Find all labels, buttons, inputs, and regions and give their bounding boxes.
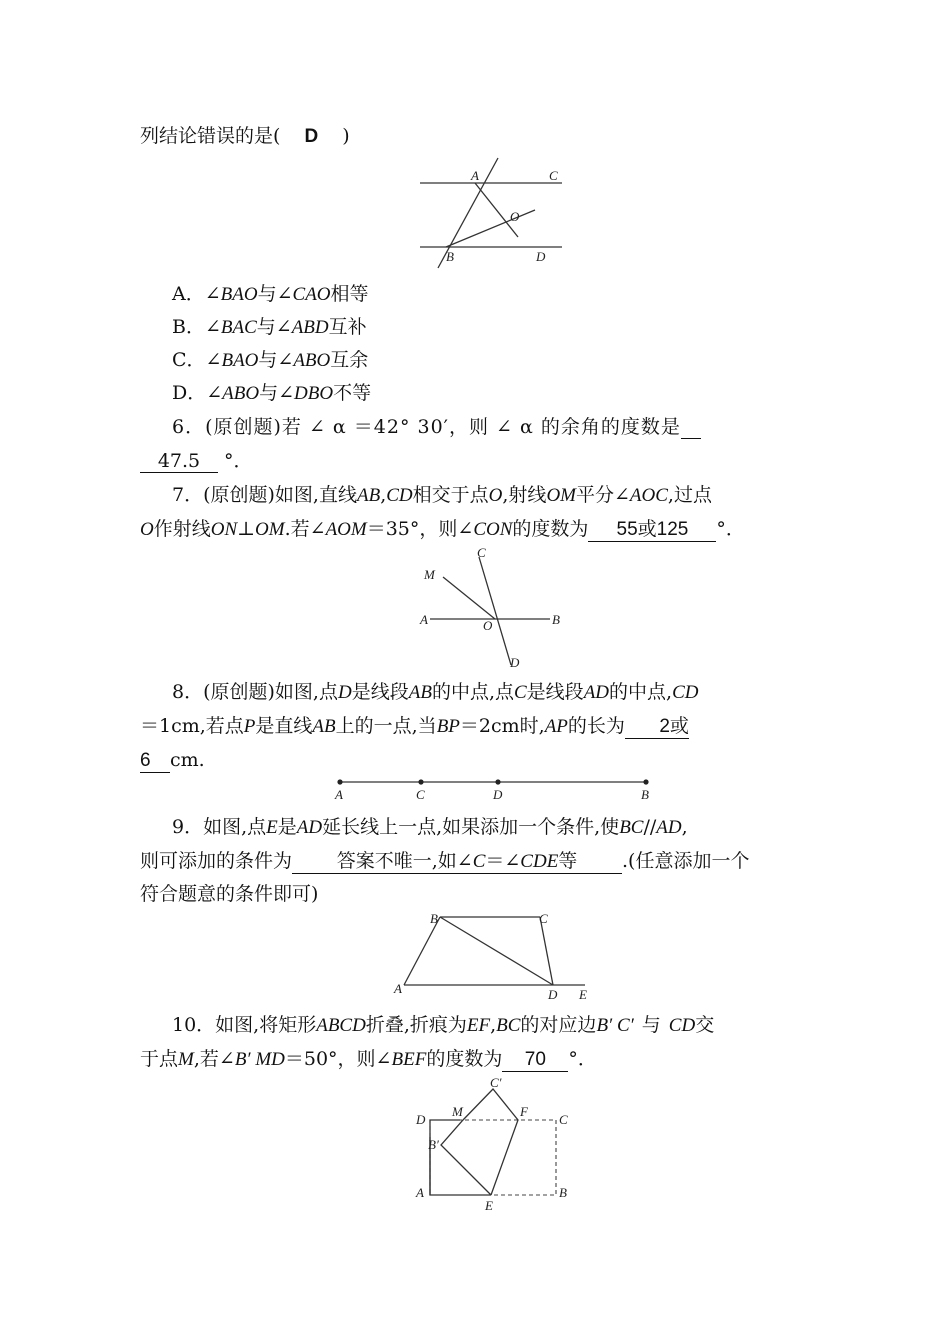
q9-label-D: D: [548, 987, 558, 1002]
q9-label-E: E: [579, 987, 587, 1002]
q8-figure: [330, 772, 660, 804]
q6-line2: 47.5 °．: [140, 449, 253, 473]
q10-label-B1: B′: [428, 1137, 439, 1152]
q8-label-C: C: [416, 787, 425, 802]
q7-line2: O作射线ON⊥OM.若∠AOM＝35°，则∠CON的度数为 55或125 °．: [140, 518, 745, 540]
q10-label-E: E: [485, 1198, 493, 1213]
q5-option-d: D．∠ABO与∠DBO不等: [172, 382, 372, 404]
q8-answer-1: 2或: [625, 716, 689, 739]
q9-line1: 9．如图,点E是AD延长线上一点,如果添加一个条件,使BC//AD,: [172, 816, 688, 838]
q9-line3: 符合题意的条件即可): [140, 883, 319, 905]
q5-option-b: B．∠BAC与∠ABD互补: [172, 316, 367, 338]
q5-option-c: C．∠BAO与∠ABO互余: [172, 349, 369, 371]
q6-line1: 6．(原创题)若 ∠ α ＝42° 30′，则 ∠ α 的余角的度数是: [172, 415, 701, 439]
q5-label-O: O: [510, 209, 520, 224]
q8-label-B: B: [641, 787, 649, 802]
q5-label-A: A: [471, 168, 479, 183]
q9-label-B: B: [430, 911, 438, 926]
q9-label-C: C: [539, 911, 548, 926]
q10-label-M: M: [452, 1104, 463, 1119]
q7-label-A: A: [420, 612, 428, 627]
q10-answer: 70: [502, 1049, 568, 1072]
q7-label-B: B: [552, 612, 560, 627]
q5-label-C: C: [549, 168, 558, 183]
q9-line2: 则可添加的条件为 答案不唯一,如∠C＝∠CDE等 .(任意添加一个: [140, 850, 750, 872]
q6-answer: 47.5: [140, 450, 218, 473]
q10-label-B: B: [559, 1185, 567, 1200]
q10-figure: [405, 1075, 585, 1215]
q8-line2: ＝1cm,若点P是直线AB上的一点,当BP＝2cm时,AP的长为 2或: [140, 715, 689, 737]
q7-answer: 55或125: [588, 519, 716, 542]
q5-answer: D: [304, 126, 319, 147]
q10-label-A: A: [416, 1185, 424, 1200]
q7-figure: [415, 545, 575, 675]
q10-label-D: D: [416, 1112, 426, 1127]
q10-line1: 10．如图,将矩形ABCD折叠,折痕为EF,BC的对应边B′ C′ 与 CD交: [172, 1014, 715, 1036]
q10-label-C1: C′: [490, 1075, 502, 1090]
q8-answer-2: 6: [140, 750, 170, 773]
q7-label-C: C: [477, 545, 486, 560]
q9-figure: [390, 905, 600, 1005]
q7-line1: 7．(原创题)如图,直线AB,CD相交于点O,射线OM平分∠AOC,过点: [172, 484, 712, 506]
q5-label-D: D: [536, 249, 546, 264]
q8-label-D: D: [493, 787, 503, 802]
q5-figure: [410, 150, 580, 275]
q10-line2: 于点M,若∠B′ MD＝50°，则∠BEF的度数为 70 °．: [140, 1048, 597, 1070]
q8-line1: 8．(原创题)如图,点D是线段AB的中点,点C是线段AD的中点,CD: [172, 681, 699, 703]
q7-label-O: O: [483, 618, 493, 633]
q10-label-F: F: [520, 1104, 528, 1119]
q9-answer: 答案不唯一,如∠C＝∠CDE等: [292, 850, 622, 874]
q7-label-M: M: [424, 567, 435, 582]
q8-line3: 6 cm.: [140, 749, 205, 771]
q5-label-B: B: [446, 249, 454, 264]
q9-label-A: A: [394, 981, 402, 996]
q7-label-D: D: [510, 655, 520, 670]
q10-label-C: C: [559, 1112, 568, 1127]
q5-stem: 列结论错误的是( D ): [140, 125, 350, 147]
q8-label-A: A: [335, 787, 343, 802]
q5-option-a: A．∠BAO与∠CAO相等: [172, 283, 369, 305]
